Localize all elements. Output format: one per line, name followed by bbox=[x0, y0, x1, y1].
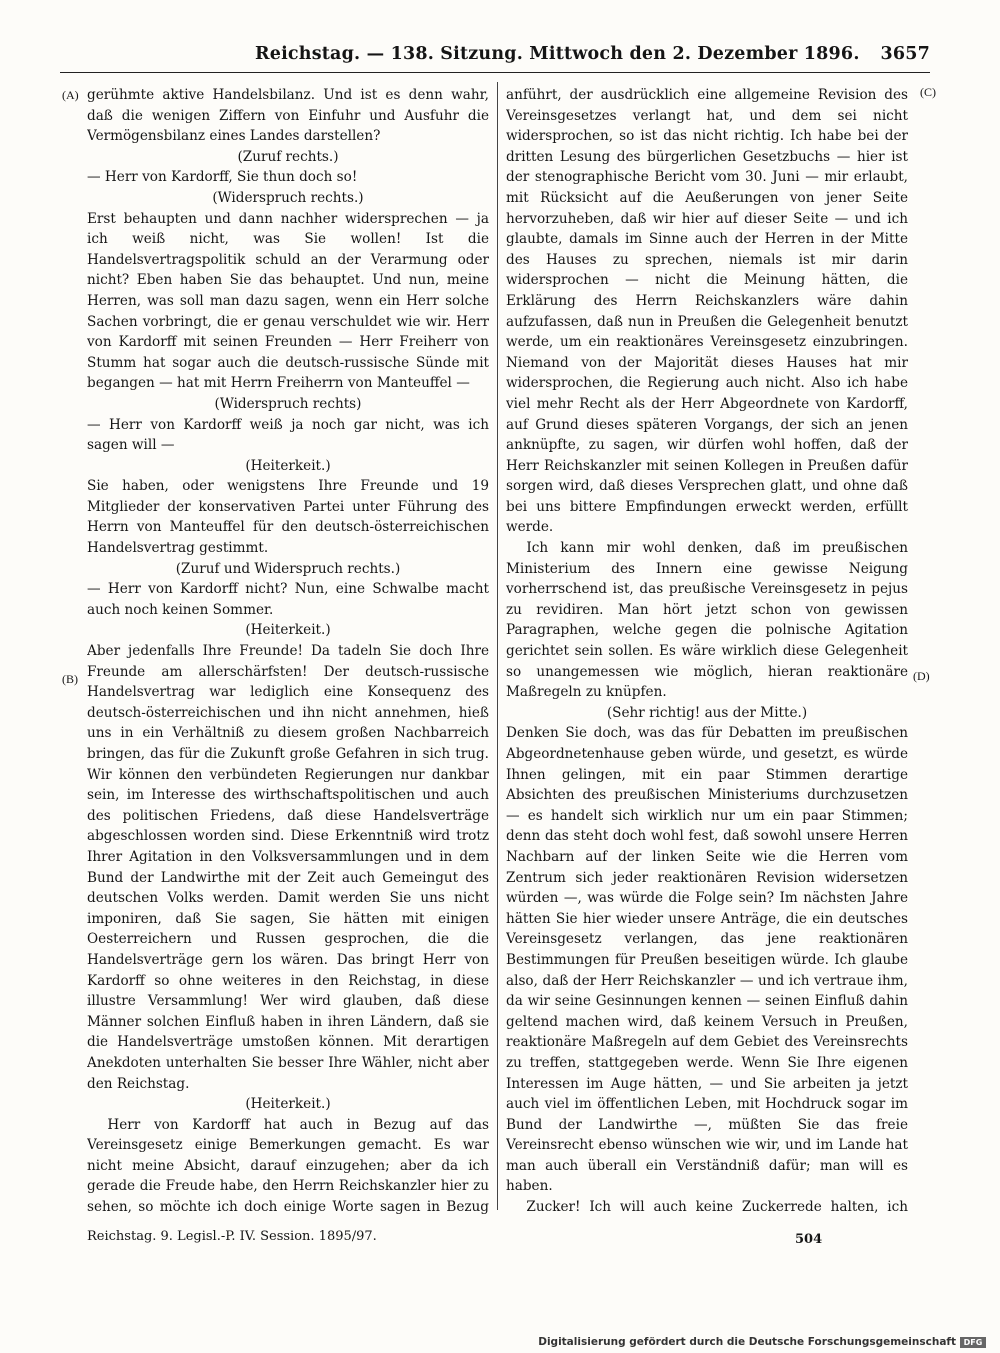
running-header bbox=[60, 40, 930, 73]
paragraph: — Herr von Kardorff nicht? Nun, eine Schwalbe macht auch noch keinen Sommer. bbox=[87, 581, 489, 618]
paragraph: Zucker! Ich will auch keine Zuckerrede halten, ich bbox=[526, 1199, 908, 1216]
interjection: (Zuruf rechts.) bbox=[237, 148, 339, 165]
paragraph: — Herr von Kardorff weiß ja noch gar nicht, was ich sagen will — bbox=[87, 416, 489, 454]
paragraph: — Herr von Kardorff, Sie thun doch so! bbox=[87, 169, 358, 186]
margin-marker-b: (B) bbox=[62, 672, 78, 686]
margin-marker-d: (D) bbox=[913, 669, 930, 683]
page-number: 3657 bbox=[880, 44, 930, 64]
paragraph: Aber jedenfalls Ihre Freunde! Da tadeln Sie doch Ihre Freunde am allerschärfsten! Der deutsch-russische Handelsvertrag war lediglich eine Konsequenz des deutsch-österreichischen und ihn nicht annehmen, hieß uns in ein Verhältniß zu diesem großen Nachbarreich bringen, das für die Zukunft große Gefahren in sich trug. Wir können den verbündeten Regierungen nur dankbar sein, im Interesse des wirthschaftspolitischen und auch des politischen Friedens, daß diese Handelsverträge abgeschlossen worden sind. Diese Erkenntniß wird trotz Ihrer Agitation in den Volksversammlungen und in dem Bund der Landwirthe mit der Zeit auch Gemeingut des deutschen Volks werden. Damit werden Sie uns nicht imponiren, daß Sie sagen, Sie hätten mit einigen Oesterreichern und Russen gesprochen, die die Handelsverträge gern los wären. Das bringt Herr von Kardorff so ohne weiteres in den Reichstag, in diese illustre Versammlung! Wer wird glauben, daß diese Männer solchen Einfluß haben in ihren Ländern, daß sie die Handelsverträge umstoßen können. Mit derartigen Anekdoten unterhalten Sie besser Ihre Wähler, nicht aber den Reichstag. bbox=[87, 643, 489, 1092]
interjection: (Heiterkeit.) bbox=[245, 1096, 331, 1113]
paragraph: Sie haben, oder wenigstens Ihre Freunde und 19 Mitglieder der konservativen Partei unter Führung des Herrn von Manteuffel für den deutsch-österreichischen Handelsvertrag gestimmt. bbox=[87, 478, 489, 557]
interjection: (Sehr richtig! aus der Mitte.) bbox=[606, 704, 808, 721]
paragraph: Denken Sie doch, was das für Debatten im preußischen Abgeordnetenhause geben würde, und gesetzt, es würde Ihnen gelingen, mit ein paar Stimmen derartige Absichten des preußischen Ministeriums durchzusetzen — es handelt sich wirklich nur um ein paar Stimmen; denn das steht doch wohl fest, daß sowohl unsere Herren Nachbarn auf der linken Seite wie die Herren vom Zentrum sich jeder reaktionären Revision widersetzen würden —, was würde die Folge sein? Im nächsten Jahre hätten Sie hier wieder unsere Anträge, die ein deutsches Vereinsgesetz verlangen, das jene reaktionären Bestimmungen für Preußen beseitigen würde. Ich glaube also, daß der Herr Reichskanzler — und ich vertraue ihm, da wir seine Gesinnungen kennen — seinen Einfluß dahin geltend machen wird, daß keinem Versuch in Preußen, reaktionäre Maßregeln auf dem Gebiet des Vereinsrechts zu treffen, stattgegeben werde. Wenn Sie Ihre eigenen Interessen im Auge hätten, — und Sie arbeiten ja jetzt auch viel im öffentlichen Leben, mit Hochdruck sogar im Bund der Landwirthe —, müßten Sie das freie Vereinsrecht ebenso wünschen wie wir, und im Lande hat man auch überall ein Verständniß dafür; man will es haben. bbox=[506, 725, 908, 1195]
header-title: Reichstag. — 138. Sitzung. Mittwoch den 2. Dezember 1896. bbox=[255, 44, 860, 64]
right-column bbox=[506, 85, 908, 1221]
credit-text: Digitalisierung gefördert durch die Deutsche Forschungsgemeinschaft bbox=[538, 1336, 956, 1348]
footer-session-line: Reichstag. 9. Legisl.-P. IV. Session. 1895/97. bbox=[87, 1229, 377, 1244]
interjection: (Widerspruch rechts.) bbox=[212, 189, 364, 206]
margin-marker-a: (A) bbox=[62, 88, 79, 102]
column-divider bbox=[497, 82, 498, 1210]
paragraph: Ich kann mir wohl denken, daß im preußischen Ministerium des Innern eine gewisse Neigung vorherrschend ist, das preußische Vereinsgesetz in pejus zu revidiren. Man hört jetzt schon von gewissen Paragraphen, welche gegen die polnische Agitation gerichtet sein sollen. Es wäre wirklich diese Gelegenheit so unangemessen wie möglich, hieran reaktionäre Maßregeln zu knüpfen. bbox=[506, 540, 908, 701]
paragraph: anführt, der ausdrücklich eine allgemeine Revision des Vereinsgesetzes verlangt hat, und dem sei nicht widersprochen, so ist das nicht richtig. Ich habe bei der dritten Lesung des bürgerlichen Gesetzbuchs — hier ist der stenographische Bericht vom 30. Juni — mir erlaubt, mit Rücksicht auf die Aeußerungen von jener Seite hervorzuheben, daß wir hier auf dieser Seite — und ich glaubte, damals im Sinne auch der Herren in der Mitte des Hauses zu sprechen, niemals ist mir darin widersprochen — nicht die Meinung hätten, die Erklärung des Herrn Reichskanzlers wäre dahin aufzufassen, daß nun in Preußen die Gelegenheit benutzt werde, um ein reaktionäres Vereinsgesetz einzubringen. Niemand von der Majorität dieses Hauses hat mir widersprochen, die Regierung auch nicht. Also ich habe viel mehr Recht als der Herr Abgeordnete von Kardorff, auf Grund dieses späteren Vorgangs, der sich an jenen anknüpfte, zu sagen, wir dürfen wohl hoffen, daß der Herr Reichskanzler mit seinen Kollegen in Preußen dafür sorgen wird, daß dieses Versprechen glatt, und ohne daß bei uns bittere Empfindungen erweckt werden, erfüllt werde. bbox=[506, 87, 908, 536]
footer-signature: 504 bbox=[795, 1232, 823, 1247]
interjection: (Zuruf und Widerspruch rechts.) bbox=[175, 560, 401, 577]
left-column bbox=[87, 85, 489, 1221]
paragraph: gerühmte aktive Handelsbilanz. Und ist es denn wahr, daß die wenigen Ziffern von Einfuhr und Ausfuhr die Vermögensbilanz eines Landes darstellen? bbox=[87, 87, 489, 145]
interjection: (Heiterkeit.) bbox=[245, 457, 331, 474]
paragraph: Herr von Kardorff hat auch in Bezug auf das Vereinsgesetz einige Bemerkungen gemacht. Es war nicht meine Absicht, darauf einzugehen; aber da ich gerade die Freude habe, den Herrn Reichskanzler hier zu sehen, so möchte ich doch einige Worte sagen in Bezug bbox=[87, 1116, 489, 1216]
interjection: (Widerspruch rechts) bbox=[214, 395, 362, 412]
dfg-logo-icon: DFG bbox=[960, 1337, 986, 1348]
paragraph: Erst behaupten und dann nachher widersprechen — ja ich weiß nicht, was Sie wollen! Ist die Handelsvertragspolitik schuld an der Verarmung oder nicht? Eben haben Sie das behauptet. Und nun, meine Herren, was soll man dazu sagen, wenn ein Herr solche Sachen vorbringt, die er genau verschuldet wie wir. Herr von Kardorff mit seinen Freunden — Herr Freiherr von Stumm hat sogar auch die deutsch-russische Sünde mit begangen — hat mit Herrn Freiherrn von Manteuffel — bbox=[87, 210, 489, 392]
interjection: (Heiterkeit.) bbox=[245, 622, 331, 639]
margin-marker-c: (C) bbox=[920, 85, 936, 99]
digitization-credit bbox=[538, 1336, 986, 1348]
